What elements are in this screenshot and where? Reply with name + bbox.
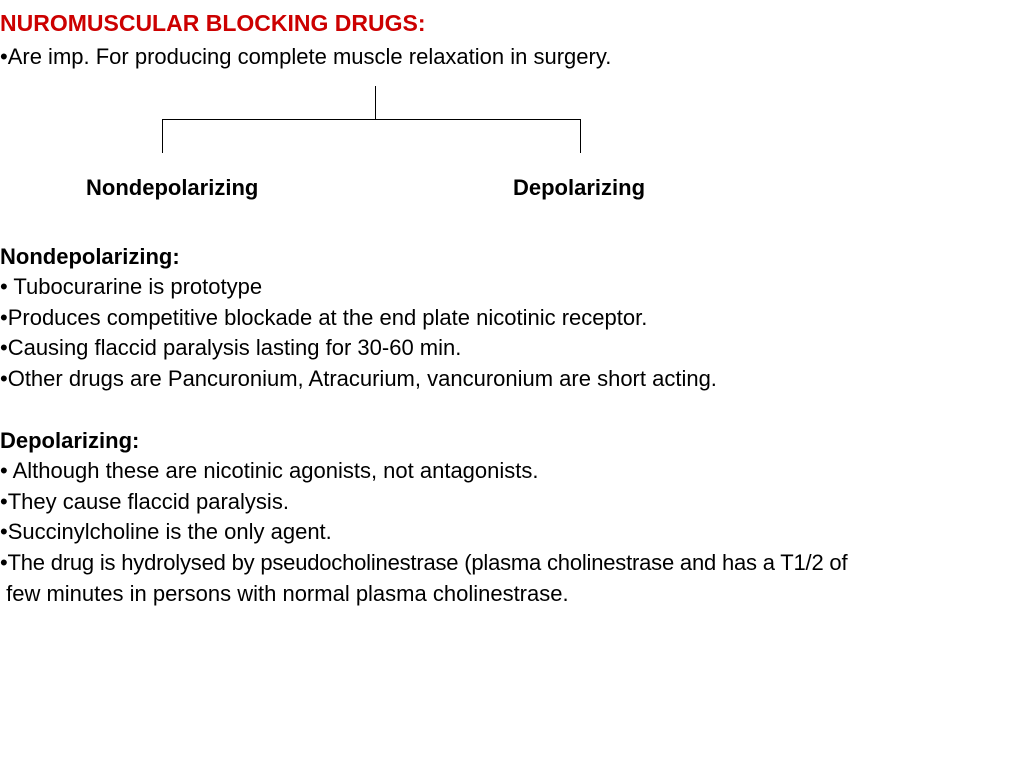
bullet-point: •Other drugs are Pancuronium, Atracurium, vancuronium are short acting. (0, 366, 717, 391)
section-heading: Depolarizing: (0, 428, 140, 453)
bullet-point-continuation: few minutes in persons with normal plasma cholinestrase. (0, 581, 569, 606)
bullet-point: •Succinylcholine is the only agent. (0, 519, 332, 544)
bullet-point: • Tubocurarine is prototype (0, 274, 263, 299)
slide-title: NUROMUSCULAR BLOCKING DRUGS: (0, 10, 426, 36)
bullet-point: • Although these are nicotinic agonists, not antagonists. (0, 458, 539, 483)
bullet-point: •Produces competitive blockade at the end plate nicotinic receptor. (0, 305, 648, 330)
bullet-point: •They cause flaccid paralysis. (0, 489, 289, 514)
classification-tree (0, 0, 1024, 160)
tree-left-label: Nondepolarizing (86, 175, 259, 200)
section-heading: Nondepolarizing: (0, 244, 180, 269)
intro-bullet: •Are imp. For producing complete muscle relaxation in surgery. (0, 44, 612, 69)
bullet-point: •The drug is hydrolysed by pseudocholinestrase (plasma cholinestrase and has a T1/2 of (0, 550, 848, 575)
tree-right-label: Depolarizing (513, 175, 646, 200)
bullet-point: •Causing flaccid paralysis lasting for 30-60 min. (0, 335, 462, 360)
